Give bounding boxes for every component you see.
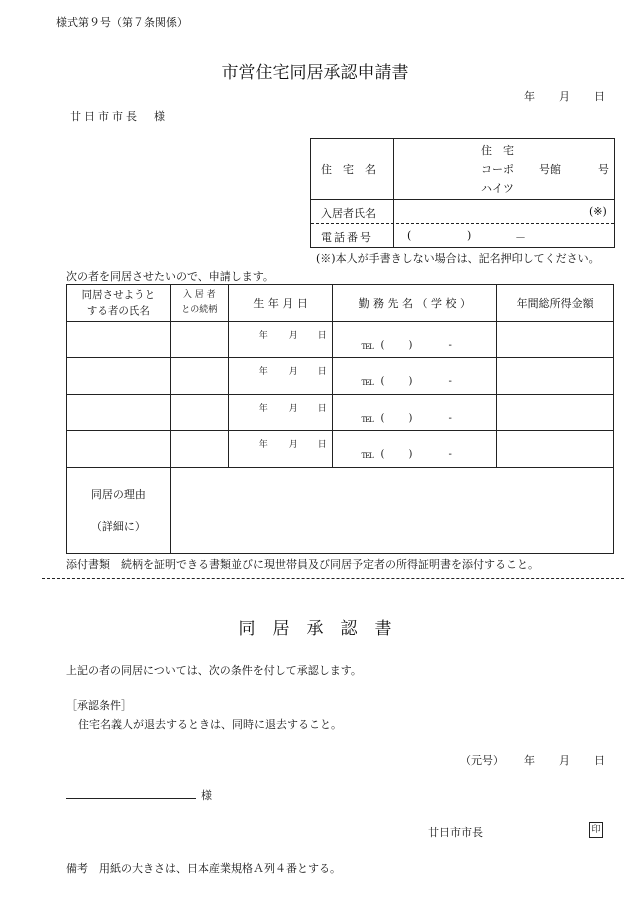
tel-label: TEL: [361, 416, 373, 424]
reason-label: 同居の理由: [90, 487, 146, 501]
tel-paren-close: ): [408, 449, 413, 460]
date-month: 月: [559, 90, 570, 103]
name-mark: (※): [589, 205, 607, 218]
tel-paren-close: ): [408, 413, 413, 424]
reason-field[interactable]: [170, 468, 613, 554]
table-row: [67, 431, 614, 468]
page-title: 市営住宅同居承認申請書: [221, 63, 409, 83]
handwriting-note: (※)本人が手書きしない場合は、記名押印してください。: [316, 252, 600, 265]
table-row: [67, 395, 614, 431]
addressee: 廿日市市長 様: [70, 110, 168, 123]
cell-birthdate[interactable]: [228, 322, 333, 358]
birth-day: 日: [317, 367, 327, 377]
approval-title: 同 居 承 認 書: [238, 619, 392, 639]
cell-relation[interactable]: [170, 431, 228, 468]
header-name-line2: する者の氏名: [86, 305, 150, 317]
approval-year: 年: [524, 754, 535, 767]
tel-dash: -: [448, 449, 452, 460]
conditions-label: ［承認条件］: [66, 699, 132, 712]
tel-paren-close: ): [408, 340, 413, 351]
tel-paren-open: (: [380, 413, 385, 424]
cell-name[interactable]: [67, 358, 171, 395]
tel-label: TEL: [361, 452, 373, 460]
attachments-note: 添付書類 続柄を証明できる書類並びに現世帯員及び同居予定者の所得証明書を添付すること。: [66, 558, 539, 571]
cell-workplace[interactable]: [333, 322, 497, 358]
table-row: [67, 322, 614, 358]
header-name-line1: 同居させようと: [81, 289, 156, 301]
table-header-row: [67, 285, 614, 322]
tel-paren-open: (: [380, 449, 385, 460]
cell-income[interactable]: [497, 431, 614, 468]
reason-row: [67, 468, 614, 554]
housing-type-jutaku: 住 宅: [481, 144, 514, 157]
birth-year: 年: [258, 440, 268, 450]
address-label: 住 宅 名: [321, 163, 376, 176]
approval-statement: 上記の者の同居については、次の条件を付して承認します。: [66, 664, 362, 677]
building-label: 号館: [539, 163, 561, 176]
footnote: 備考 用紙の大きさは、日本産業規格Ａ列４番とする。: [66, 862, 341, 875]
cell-relation[interactable]: [170, 358, 228, 395]
resident-name-label: 入居者氏名: [321, 207, 376, 220]
birth-month: 月: [288, 331, 298, 341]
header-relation-line1: 入 居 者: [182, 290, 216, 300]
cut-line: [42, 578, 624, 579]
birth-month: 月: [288, 404, 298, 414]
header-birthdate: 生 年 月 日: [228, 285, 333, 322]
header-workplace: 勤 務 先 名 （ 学 校 ）: [333, 285, 497, 322]
phone-label: 電話番号: [321, 231, 373, 244]
tel-paren-open: (: [380, 376, 385, 387]
birth-year: 年: [258, 404, 268, 414]
cell-birthdate[interactable]: [228, 358, 333, 395]
cell-workplace[interactable]: [333, 431, 497, 468]
cell-workplace[interactable]: [333, 358, 497, 395]
cell-income[interactable]: [497, 358, 614, 395]
seal-stamp: 印: [589, 822, 603, 838]
tel-dash: -: [448, 376, 452, 387]
header-income: 年間総所得金額: [497, 285, 614, 322]
birth-day: 日: [317, 404, 327, 414]
cell-name[interactable]: [67, 395, 171, 431]
condition-text: 住宅名義人が退去するときは、同時に退去すること。: [78, 718, 342, 731]
cell-workplace[interactable]: [333, 395, 497, 431]
tel-label: TEL: [361, 379, 373, 387]
approval-era: （元号）: [460, 754, 504, 767]
cell-birthdate[interactable]: [228, 395, 333, 431]
tel-label: TEL: [361, 343, 373, 351]
room-label: 号: [598, 163, 609, 176]
issuer: 廿日市市長: [428, 826, 483, 839]
birth-year: 年: [258, 331, 268, 341]
birth-day: 日: [317, 440, 327, 450]
housing-type-corpo: コーポ: [481, 163, 514, 176]
applicant-box: [310, 138, 615, 248]
header-relation: [170, 285, 228, 322]
recipient-name-line[interactable]: [66, 788, 196, 799]
reason-sub-label: （詳細に）: [90, 519, 146, 533]
date-day: 日: [594, 90, 605, 103]
tel-paren-close: ): [408, 376, 413, 387]
tel-paren-open: (: [380, 340, 385, 351]
birth-year: 年: [258, 367, 268, 377]
cell-name[interactable]: [67, 322, 171, 358]
recipient-suffix: 様: [201, 789, 212, 802]
phone-paren-close: ): [467, 229, 472, 242]
header-name: [67, 285, 171, 322]
tel-dash: -: [448, 413, 452, 424]
cohabitant-table: [66, 284, 614, 554]
reason-label-cell: [67, 468, 171, 554]
cell-name[interactable]: [67, 431, 171, 468]
birth-month: 月: [288, 367, 298, 377]
cell-income[interactable]: [497, 395, 614, 431]
phone-field[interactable]: [395, 225, 611, 245]
cell-relation[interactable]: [170, 395, 228, 431]
request-sentence: 次の者を同居させたいので、申請します。: [66, 270, 274, 283]
resident-name-field[interactable]: [395, 201, 591, 221]
cell-income[interactable]: [497, 322, 614, 358]
birth-day: 日: [317, 331, 327, 341]
form-number: 様式第９号（第７条関係）: [56, 16, 188, 29]
housing-type-heights: ハイツ: [481, 182, 514, 195]
phone-dash: －: [515, 231, 526, 244]
phone-paren-open: (: [407, 229, 412, 242]
date-year: 年: [524, 90, 535, 103]
tel-dash: -: [448, 340, 452, 351]
approval-month: 月: [559, 754, 570, 767]
cell-relation[interactable]: [170, 322, 228, 358]
table-row: [67, 358, 614, 395]
header-relation-line2: との続柄: [181, 305, 218, 315]
approval-day: 日: [594, 754, 605, 767]
cell-birthdate[interactable]: [228, 431, 333, 468]
birth-month: 月: [288, 440, 298, 450]
